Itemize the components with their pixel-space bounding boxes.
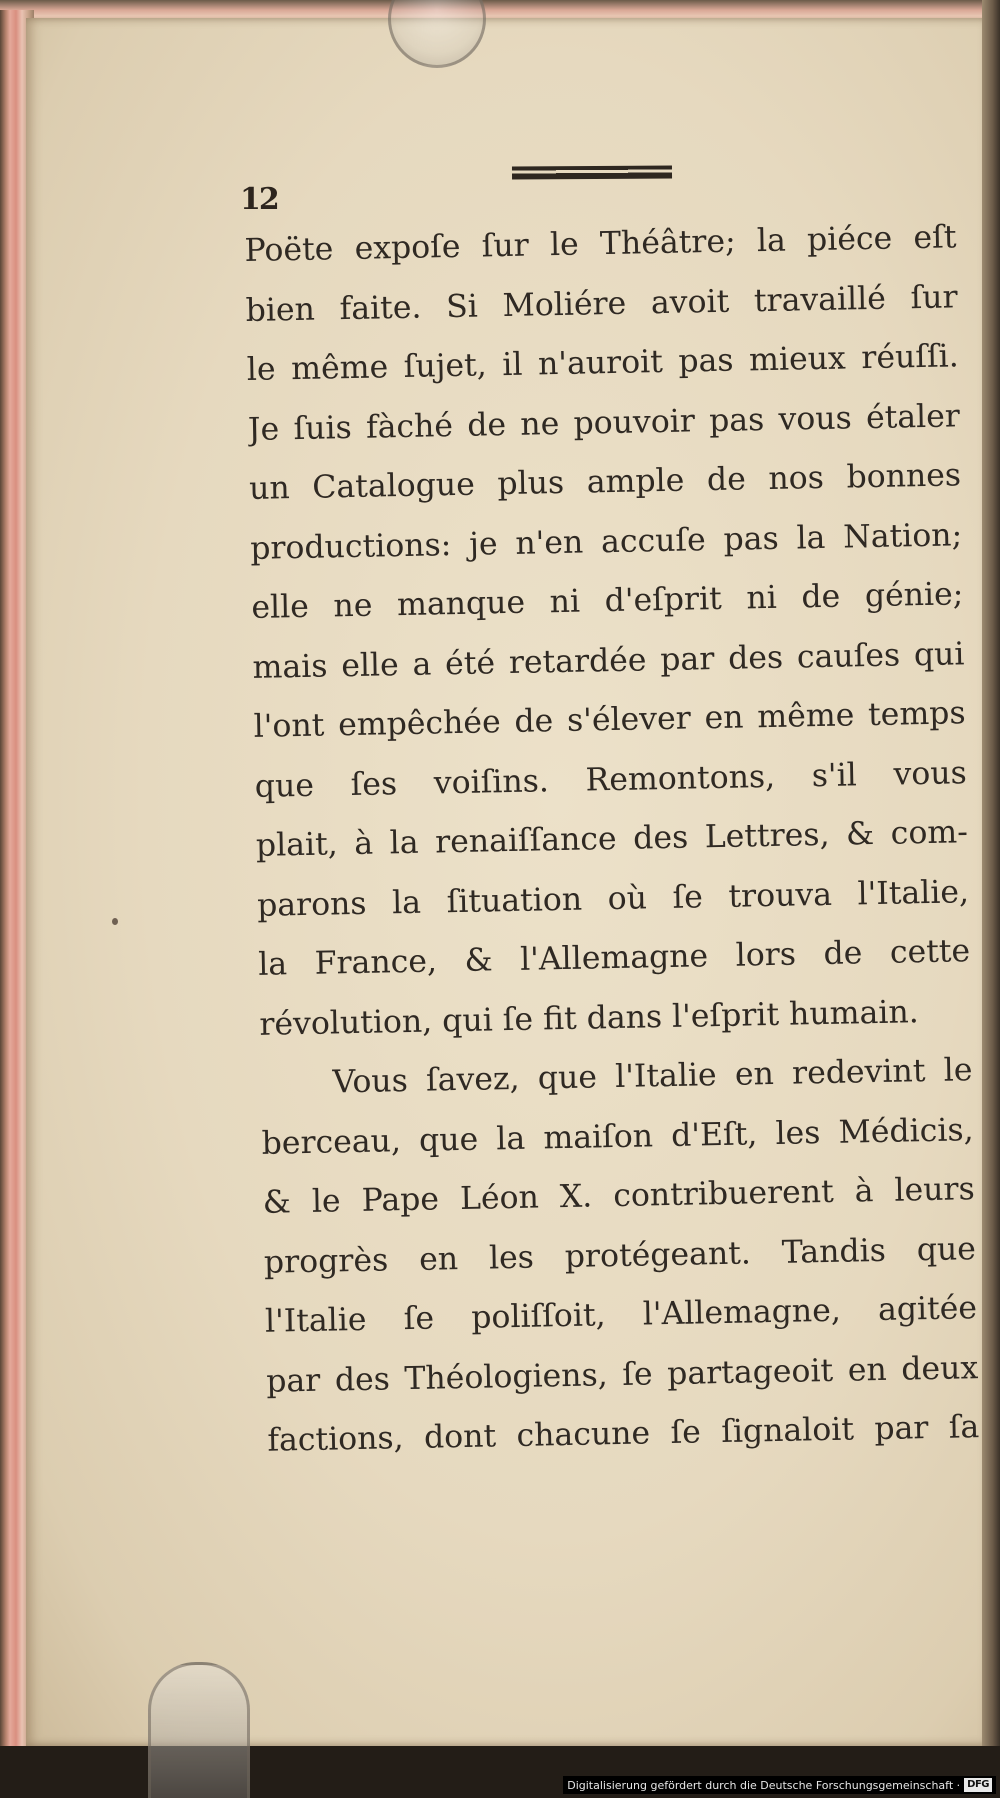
text-line: factions, dont chacune ſe ſignaloit par ſa [267,1409,980,1459]
text-line: la France, & l'Allemagne lors de cette [257,933,971,983]
text-line: l'Italie ſe poliſſoit, l'Allemagne, agitée [264,1290,978,1340]
text-line: mais elle a été retardée par des cauſes qui [252,635,965,686]
text-line: que ſes voiſins. Remontons, s'il vous [254,754,968,805]
text-line: productions: je n'en accuſe pas la Nation; [249,516,963,567]
dfg-logo: DFG [964,1778,992,1792]
text-line: l'ont empêchée de s'élever en même temps [253,695,966,745]
paragraph-start-line: Vous ſavez, que l'Italie en redevint le [332,1052,973,1101]
page-clip-bottom [148,1662,250,1798]
text-line: le même ſujet, il n'auroit pas mieux réuſſi. [246,338,960,388]
header-rule [512,165,672,179]
text-line: bien faite. Si Moliére avoit travaillé ſur [245,278,958,329]
text-line: révolution, qui ſe fit dans l'eſprit humain. [259,993,920,1043]
text-line: progrès en les protégeant. Tandis que [263,1230,977,1281]
text-line: parons la ſituation où ſe trouva l'Italie, [256,873,970,924]
text-line: plait, à la renaiſſance des Lettres, & com- [255,814,969,864]
page-right-edge [982,0,1000,1798]
paper-speck [112,918,118,925]
text-line: par des Théologiens, ſe partageoit en deux [265,1349,979,1400]
text-line: Je ſuis fàché de ne pouvoir pas vous étaler [247,397,961,448]
credit-text: Digitalisierung gefördert durch die Deutsche Forschungsgemeinschaft · [567,1778,961,1792]
text-line: un Catalogue plus ample de nos bonnes [248,457,962,507]
text-line: Poëte expoſe ſur le Théâtre; la piéce eſt [244,219,957,269]
text-line: & le Pape Léon X. contribuerent à leurs [262,1171,976,1221]
digitization-credit [563,1776,996,1794]
page-number: 12 [240,182,278,217]
text-line: berceau, que la maiſon d'Eſt, les Médicis, [261,1111,974,1162]
text-line: elle ne manque ni d'eſprit ni de génie; [251,576,964,626]
body-text [244,208,980,1471]
